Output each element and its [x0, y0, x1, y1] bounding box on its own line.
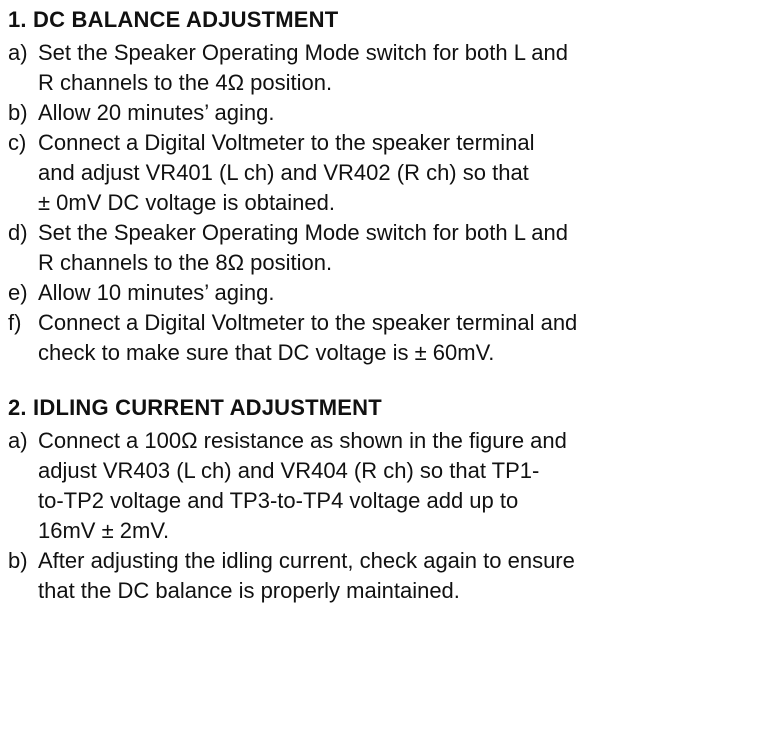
step-line: R channels to the 8Ω position. [38, 250, 333, 275]
idling-current-section [8, 394, 748, 606]
step-line: and adjust VR401 (L ch) and VR402 (R ch) so that [38, 160, 529, 185]
step-letter: a) [8, 428, 28, 453]
step-line: to-TP2 voltage and TP3-to-TP4 voltage add up to [38, 488, 519, 513]
step-line: Allow 10 minutes’ aging. [38, 280, 275, 305]
dc-balance-section [8, 6, 748, 368]
step-letter: b) [8, 548, 28, 573]
step-text [38, 128, 748, 218]
step-line: After adjusting the idling current, check again to ensure [38, 548, 575, 573]
step-line: that the DC balance is properly maintained. [38, 578, 460, 603]
step-letter: b) [8, 100, 28, 125]
step-text [38, 218, 748, 278]
step-item [8, 128, 748, 218]
step-letter: d) [8, 220, 28, 245]
step-line: Set the Speaker Operating Mode switch for both L and [38, 40, 568, 65]
step-letter: e) [8, 280, 28, 305]
step-text [38, 308, 748, 368]
step-item [8, 546, 748, 606]
section-heading: 2. IDLING CURRENT ADJUSTMENT [8, 395, 382, 420]
step-letter: a) [8, 40, 28, 65]
section-heading: 1. DC BALANCE ADJUSTMENT [8, 7, 339, 32]
step-line: Connect a Digital Voltmeter to the speaker terminal and [38, 310, 578, 335]
step-letter: f) [8, 310, 22, 335]
step-line: 16mV ± 2mV. [38, 518, 170, 543]
step-line: Connect a 100Ω resistance as shown in the figure and [38, 428, 567, 453]
step-item [8, 38, 748, 98]
step-item [8, 218, 748, 278]
step-line: R channels to the 4Ω position. [38, 70, 333, 95]
document-page [8, 6, 748, 606]
step-item [8, 426, 748, 546]
step-line: check to make sure that DC voltage is ± 60mV. [38, 340, 495, 365]
step-text [38, 38, 748, 98]
step-text [38, 546, 748, 606]
step-text [38, 98, 748, 128]
step-item [8, 308, 748, 368]
step-line: Set the Speaker Operating Mode switch for both L and [38, 220, 568, 245]
step-item [8, 278, 748, 308]
step-line: Allow 20 minutes’ aging. [38, 100, 275, 125]
step-text [38, 426, 748, 546]
step-text [38, 278, 748, 308]
step-letter: c) [8, 130, 27, 155]
step-line: adjust VR403 (L ch) and VR404 (R ch) so that TP1- [38, 458, 540, 483]
step-line: Connect a Digital Voltmeter to the speaker terminal [38, 130, 535, 155]
step-item [8, 98, 748, 128]
step-line: ± 0mV DC voltage is obtained. [38, 190, 335, 215]
